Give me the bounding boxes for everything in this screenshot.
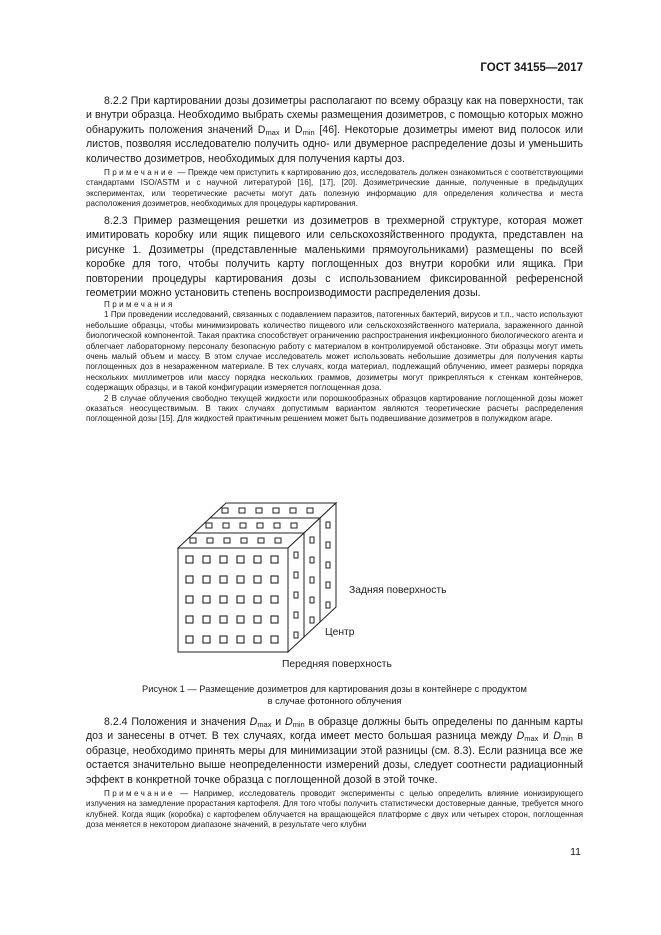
p822-number: 8.2.2 bbox=[104, 95, 128, 107]
dosimeter-top bbox=[307, 508, 313, 513]
dosimeter-top bbox=[223, 523, 229, 528]
dosimeter-front bbox=[220, 576, 227, 583]
notes2-item-1: 1 При проведении исследований, связанных с подавлением паразитов, патогенных бактерий, вирусов и т.п., часто используют небольшие образцы, чтобы минимизировать количество пищевого или сельскохозяйственного материала, зараженного данной биологической компонентой. Такая практика способствует ограничению распространения инфекционного биологического агента и облегчает лабораторному персоналу безопасную работу с материалом в контролируемой обстановке. Эти образцы могут иметь очень малый объем и массу. В этом случае исследователь может использовать небольшие дозиметры для получения карты поглощенных доз в незараженном материале. В тех случаях, когда материал, подлежащий облучению, имеет размеры порядка нескольких миллиметров или массу порядка нескольких граммов, дозиметры могут прикрепляться к стенкам контейнеров, содержащих образцы, и в такой конфигурации измеряется поглощенная доза. bbox=[86, 310, 583, 393]
p822-sub-max: max bbox=[265, 127, 280, 137]
dosimeter-top bbox=[275, 538, 281, 543]
dosimeter-front bbox=[237, 616, 244, 623]
label-front-surface: Передняя поверхность bbox=[282, 659, 392, 670]
p824-dmax-d: D bbox=[249, 716, 258, 728]
label-back-surface: Задняя поверхность bbox=[349, 585, 447, 596]
dosimeter-top bbox=[291, 523, 297, 528]
dosimeter-side bbox=[326, 522, 330, 528]
dosimeter-front bbox=[271, 596, 278, 603]
note1-text: — Прежде чем приступить к картированию доз, исследователь должен ознакомиться с соответствующими стандартами ISO/ASTM и с научной литературой [16], [17], [20]. Дозиметрические данные, полученные в предыдущих экспериментах, или теоретические расчеты могут дать полезную информацию для определения количества и места расположения дозиметров, необходимых для процедуры картирования. bbox=[86, 168, 583, 209]
dosimeter-top bbox=[239, 508, 245, 513]
caption-line-2: в случае фотонного облучения bbox=[267, 696, 402, 707]
dosimeter-front bbox=[203, 596, 210, 603]
dosimeter-front bbox=[203, 576, 210, 583]
dosimeter-front bbox=[237, 636, 244, 643]
dosimeter-front bbox=[220, 636, 227, 643]
dosimeter-front bbox=[271, 636, 278, 643]
note-1 bbox=[86, 168, 583, 210]
dosimeter-top bbox=[206, 523, 212, 528]
p824-dmin-d: D bbox=[284, 716, 293, 728]
paragraph-8-2-4 bbox=[86, 715, 583, 787]
dosimeter-front bbox=[186, 636, 193, 643]
dosimeter-side bbox=[326, 542, 330, 548]
dosimeter-top bbox=[240, 523, 246, 528]
note-3 bbox=[86, 789, 583, 831]
dosimeter-side bbox=[294, 612, 298, 618]
page-number: 11 bbox=[570, 846, 581, 858]
dosimeter-top bbox=[274, 523, 280, 528]
notes2-item-2: 2 В случае облучения свободно текущей жидкости или порошкообразных образцов картирование поглощенной дозы может оказаться неосуществимым. В таких случаях допустимым вариантом являются теоретические расчеты распределения поглощенной дозы [15]. Для жидкостей практичным решением может быть подвешивание дозиметров в полужидком агаре. bbox=[86, 393, 583, 424]
p824-dmax2-d: D bbox=[516, 730, 525, 743]
dosimeter-top bbox=[290, 508, 296, 513]
dosimeter-top bbox=[207, 538, 213, 543]
paragraph-8-2-2 bbox=[86, 94, 583, 166]
dosimeter-front bbox=[220, 556, 227, 563]
dosimeter-front bbox=[220, 596, 227, 603]
dosimeter-top bbox=[190, 538, 196, 543]
dosimeter-side bbox=[294, 552, 298, 558]
figure-1 bbox=[160, 468, 360, 673]
dosimeter-side bbox=[310, 557, 314, 563]
dosimeter-side bbox=[294, 572, 298, 578]
dosimeter-top bbox=[241, 538, 247, 543]
p824-dmin2-d: D bbox=[553, 730, 561, 743]
dosimeter-front bbox=[271, 556, 278, 563]
dosimeter-top bbox=[257, 523, 263, 528]
note3-text: — Например, исследователь проводит эксперименты с целью определить влияние ионизирующего излучения на замедление прорастания картофеля. Для того чтобы получить статистически достоверные данные, требуется много клубней. Когда ящик (коробка) с картофелем облучается на вращающейся платформе с двух или четырех сторон, поглощенная доза меняется в некотором диапазоне значений, в результате чего клубни bbox=[86, 789, 583, 830]
p824-text-a: 8.2.4 Положения и значения bbox=[104, 716, 250, 728]
p823-text: 8.2.3 Пример размещения решетки из дозиметров в трехмерной структуре, которая может имитировать коробку или ящик пищевого или сельскохозяйственного продукта, представлен на рисунке 1. Дозиметры (представленные маленькими прямоугольниками) размещены по всей коробке для того, чтобы получить карту поглощенных доз внутри коробки или ящика. При повторении процедуры картирования дозы с использованием фиксированной референсной геометрии можно установить степень воспроизводимости распределения дозы. bbox=[86, 215, 583, 300]
dosimeter-top bbox=[222, 508, 228, 513]
dosimeter-side bbox=[310, 617, 314, 623]
dosimeter-front bbox=[203, 616, 210, 623]
p824-text-c: в образце должны быть определены по данным карты доз и занесены в отчет. В тех случаях, когда имеет место большая разница между bbox=[86, 716, 583, 743]
dosimeter-top bbox=[258, 538, 264, 543]
dosimeter-front bbox=[186, 556, 193, 563]
dosimeter-front bbox=[271, 576, 278, 583]
dosimeter-front bbox=[237, 556, 244, 563]
p824-sub-min-2: min bbox=[560, 734, 573, 744]
label-center: Центр bbox=[325, 627, 355, 638]
dosimeter-front bbox=[237, 596, 244, 603]
document-header: ГОСТ 34155—2017 bbox=[480, 62, 583, 74]
p824-sub-min: min bbox=[292, 720, 305, 729]
notes-2 bbox=[86, 300, 583, 425]
dosimeter-front bbox=[254, 596, 261, 603]
p822-text-c: [46]. Некоторые дозиметры имеют вид полосок или листов, позволяя исследователю получить одно- или двумерное распределение дозы и уменьшить количество дозиметров, необходимых для получения карты доз. bbox=[86, 123, 583, 165]
dosimeter-front bbox=[186, 596, 193, 603]
p824-text-e: в образце, необходимо принять меры для минимизации этой разницы (см. 8.3). Если разница все же остается значительно выше неопределенности измерений дозы, следует соотнести радиационный эффект в конкретной точке образца с поглощенной дозой в этой точке. bbox=[86, 730, 583, 786]
p822-sub-min: min bbox=[302, 127, 315, 137]
p824-text-b: и bbox=[271, 716, 285, 728]
dosimeter-box-diagram bbox=[160, 468, 360, 668]
paragraph-8-2-3 bbox=[86, 214, 583, 300]
dosimeter-front bbox=[271, 616, 278, 623]
dosimeter-side bbox=[326, 582, 330, 588]
dosimeter-front bbox=[203, 556, 210, 563]
note1-label: Примечание bbox=[104, 168, 175, 177]
dosimeter-front bbox=[237, 576, 244, 583]
caption-line-1: Рисунок 1 — Размещение дозиметров для картирования дозы в контейнере с продуктом bbox=[142, 684, 527, 694]
dosimeter-side bbox=[294, 632, 298, 638]
dosimeter-front bbox=[203, 636, 210, 643]
dosimeter-side bbox=[310, 577, 314, 583]
dosimeter-side bbox=[310, 597, 314, 603]
dosimeter-side bbox=[294, 592, 298, 598]
dosimeter-front bbox=[254, 636, 261, 643]
dosimeter-top bbox=[224, 538, 230, 543]
p824-text-d: и bbox=[538, 730, 554, 743]
p824-sub-max-2: max bbox=[524, 734, 539, 744]
dosimeter-side bbox=[310, 537, 314, 543]
dosimeter-front bbox=[186, 616, 193, 623]
dosimeter-front bbox=[186, 576, 193, 583]
note3-label: Примечание bbox=[104, 789, 175, 798]
dosimeter-side bbox=[326, 562, 330, 568]
dosimeter-top bbox=[256, 508, 262, 513]
dosimeter-front bbox=[254, 576, 261, 583]
dosimeter-top bbox=[273, 508, 279, 513]
p822-text-b: и D bbox=[279, 123, 303, 136]
dosimeter-front bbox=[254, 616, 261, 623]
figure-caption bbox=[86, 683, 583, 708]
p824-sub-max: max bbox=[257, 720, 272, 729]
dosimeter-front bbox=[254, 556, 261, 563]
notes2-label: Примечания bbox=[104, 300, 175, 309]
dosimeter-front bbox=[220, 616, 227, 623]
p822-text-a: При картировании дозы дозиметры располагают по всему образцу как на поверхности, так и внутри образца. Необходимо выбрать схемы размещения дозиметров, с помощью которых можно обнаружить положения значений D bbox=[86, 95, 583, 136]
dosimeter-side bbox=[326, 602, 330, 608]
